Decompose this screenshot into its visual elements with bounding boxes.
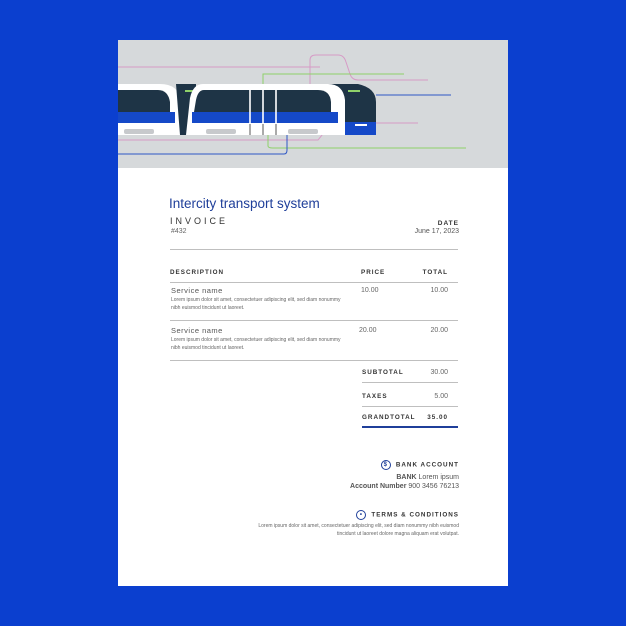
taxes-value: 5.00 xyxy=(434,393,448,400)
divider xyxy=(170,249,458,250)
service-description: Lorem ipsum dolor sit amet, consectetuer adipiscing elit, sed diam nonummy nibh euismod tincidunt ut laoreet. xyxy=(171,297,341,311)
dollar-icon: $ xyxy=(381,460,391,470)
terms-heading xyxy=(356,510,459,520)
account-label: Account Number xyxy=(350,483,407,490)
taxes-label: TAXES xyxy=(362,393,388,400)
date-value: June 17, 2023 xyxy=(414,228,459,235)
service-name: Service name xyxy=(171,286,223,295)
total: 10.00 xyxy=(430,287,448,294)
grandtotal-value: 35.00 xyxy=(427,414,448,421)
target-icon: • xyxy=(356,510,366,520)
bank-label: BANK xyxy=(396,474,417,481)
price: 20.00 xyxy=(359,327,377,334)
subtotal-label: SUBTOTAL xyxy=(362,369,404,376)
bank-heading-text: BANK ACCOUNT xyxy=(395,461,459,469)
column-total: TOTAL xyxy=(422,269,448,276)
document-type: INVOICE xyxy=(170,216,229,226)
column-price: PRICE xyxy=(361,269,386,276)
terms-text: Lorem ipsum dolor sit amet, consectetuer adipiscing elit, sed diam nonummy nibh euismod tincidunt ut laoreet dolore magna aliquam erat volutpat. xyxy=(258,523,459,537)
divider xyxy=(362,406,458,407)
grandtotal-underline xyxy=(362,426,458,428)
divider xyxy=(362,382,458,383)
company-title: Intercity transport system xyxy=(169,196,320,211)
invoice-number: #432 xyxy=(171,228,187,235)
account-number xyxy=(350,483,459,490)
service-description: Lorem ipsum dolor sit amet, consectetuer adipiscing elit, sed diam nonummy nibh euismod tincidunt ut laoreet. xyxy=(171,337,341,351)
train-illustration xyxy=(118,40,508,168)
subtotal-value: 30.00 xyxy=(430,369,448,376)
grandtotal-label: GRANDTOTAL xyxy=(362,414,416,421)
terms-heading-text: TERMS & CONDITIONS xyxy=(371,511,459,519)
service-name: Service name xyxy=(171,326,223,335)
divider xyxy=(170,360,458,361)
column-description: DESCRIPTION xyxy=(170,269,225,276)
invoice-page xyxy=(118,40,508,586)
bank-heading xyxy=(381,460,459,470)
account-value: 900 3456 76213 xyxy=(408,483,459,490)
divider xyxy=(170,320,458,321)
bank-name xyxy=(396,474,459,481)
date-label: DATE xyxy=(437,220,459,227)
bank-value: Lorem ipsum xyxy=(418,474,459,481)
total: 20.00 xyxy=(430,327,448,334)
price: 10.00 xyxy=(361,287,379,294)
divider xyxy=(170,282,458,283)
